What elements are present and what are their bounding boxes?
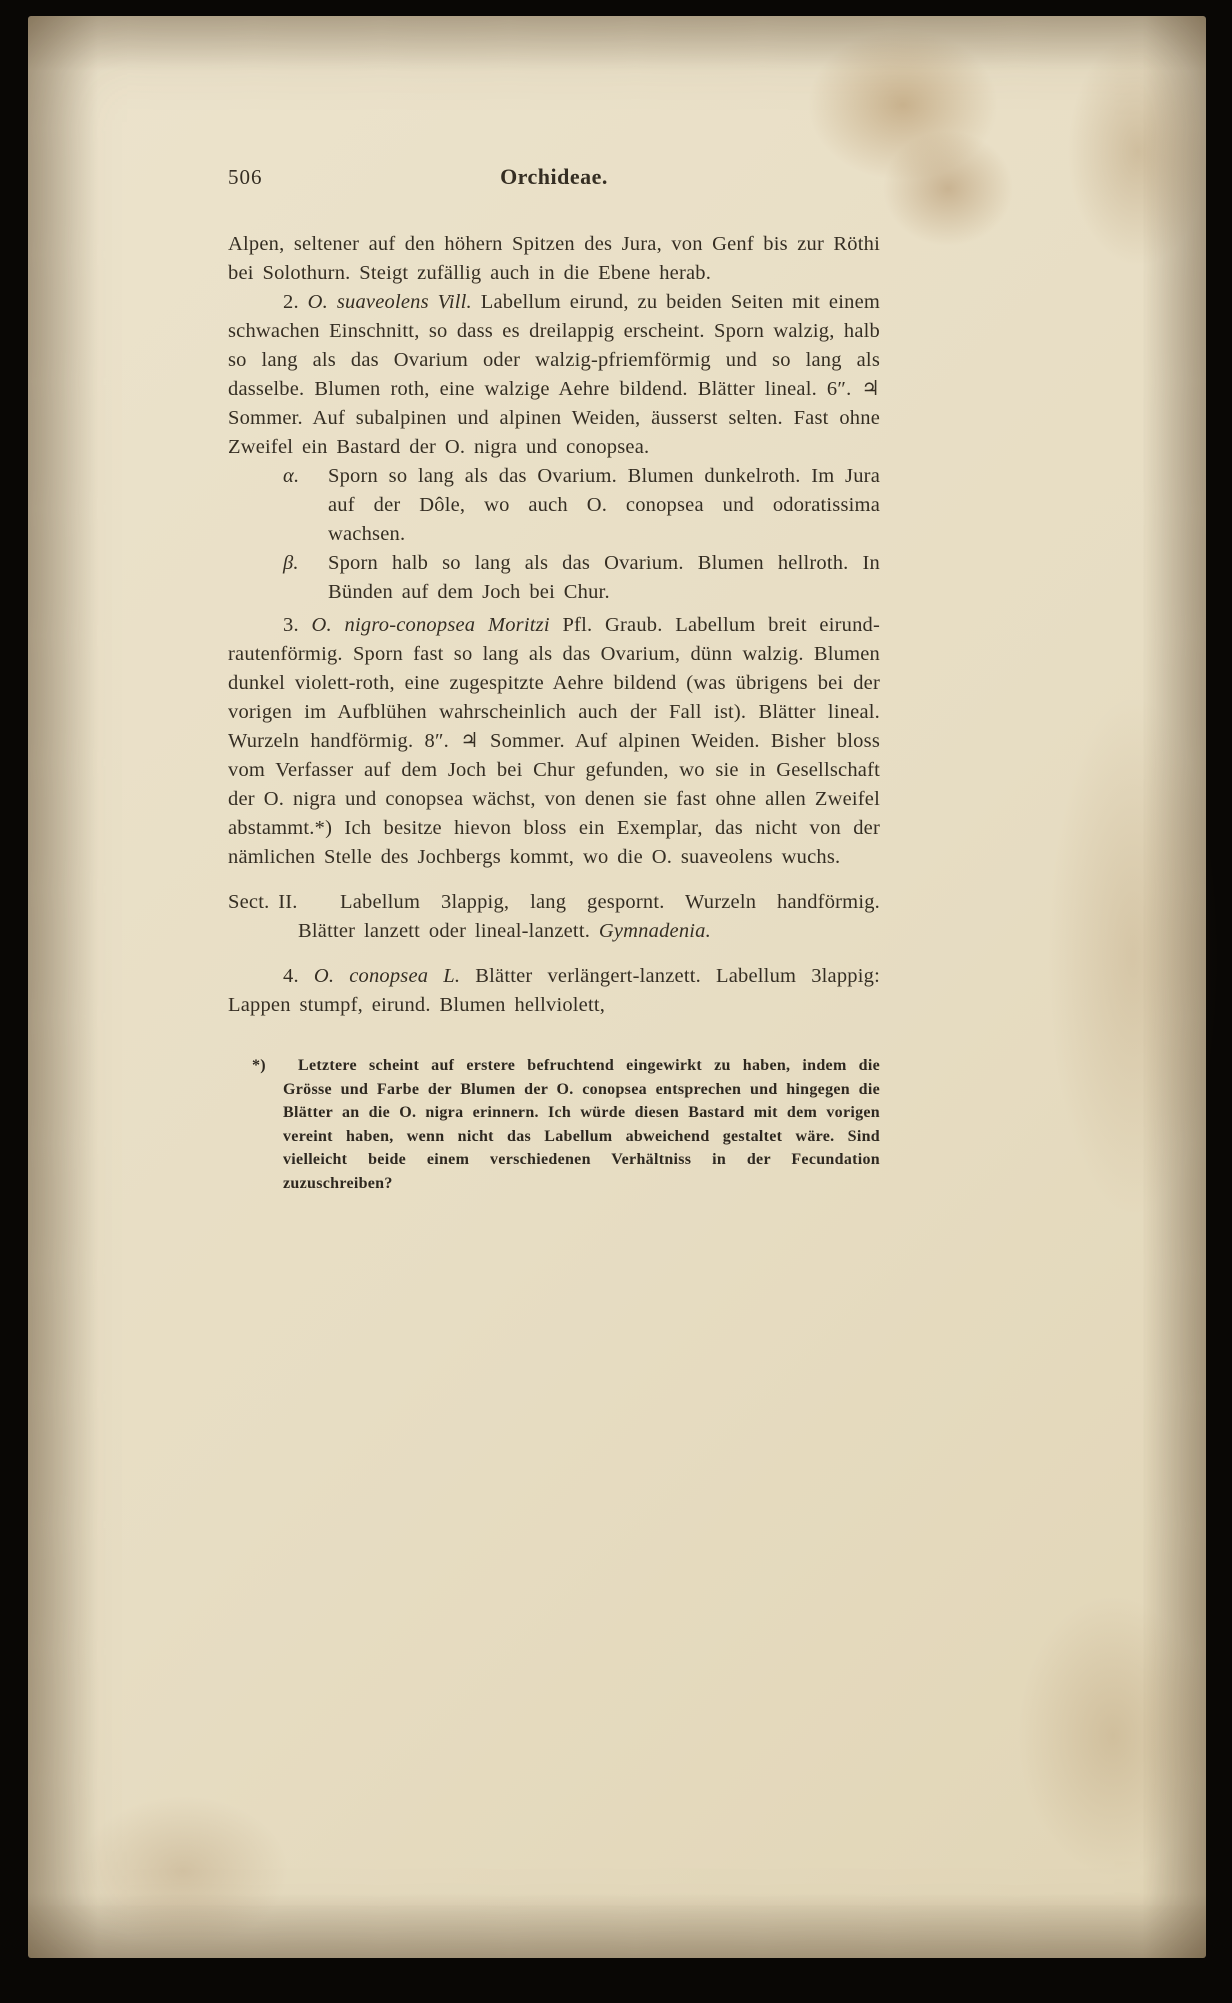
paper-stain <box>78 1796 288 1946</box>
variety-beta-text: Sporn halb so lang als das Ovarium. Blumen hellroth. In Bünden auf dem Joch bei Chur. <box>328 552 880 603</box>
species-number: 2. <box>283 291 299 313</box>
section-label: Sect. II. <box>228 891 298 913</box>
paragraph-continuation <box>228 230 880 288</box>
paragraph-species-3 <box>228 611 880 872</box>
species-number: 4. <box>283 965 299 987</box>
variety-beta <box>228 549 880 607</box>
footnote-marker: *) <box>252 1057 266 1074</box>
species-reference: Pfl. Graub. <box>562 614 663 636</box>
species-description: Labellum breit eirund-rautenförmig. Sporn fast so lang als das Ovarium, dünn walzig. Blumen dunkel violett-roth, eine zugespitzte Aehre bildend (was übrigens bei der vorigen im Aufblühen wahrscheinlich auch der Fall ist). Blätter lineal. Wurzeln handförmig. 8″. ♃ Sommer. Auf alpinen Weiden. Bisher bloss vom Verfasser auf dem Joch bei Chur gefunden, wo sie in Gesellschaft der O. nigra und conopsea wächst, von denen sie fast ohne allen Zweifel abstammt.*) Ich besitze hievon bloss ein Exemplar, das nicht von der nämlichen Stelle des Jochbergs kommt, wo die O. suaveolens wuchs. <box>228 614 881 868</box>
page-header <box>228 164 880 194</box>
page-text-block <box>228 164 880 1195</box>
variety-alpha-marker: α. <box>283 465 300 487</box>
paragraph-text: Alpen, seltener auf den höhern Spitzen des Jura, von Genf bis zur Röthi bei Solothurn. Steigt zufällig auch in die Ebene herab. <box>228 233 880 284</box>
species-name: O. suaveolens Vill. <box>307 291 472 313</box>
page-number: 506 <box>228 165 263 189</box>
paragraph-species-4 <box>228 962 880 1020</box>
variety-beta-marker: β. <box>283 552 299 574</box>
section-text: Labellum 3lappig, lang gespornt. Wurzeln handförmig. Blätter lanzett oder lineal-lanzett. <box>298 891 880 942</box>
species-name: O. conopsea L. <box>313 965 461 987</box>
paper-stain <box>1018 1596 1208 1876</box>
paragraph-species-2 <box>228 288 880 462</box>
book-page <box>28 16 1206 1958</box>
footnote-text: Letztere scheint auf erstere befruchtend eingewirkt zu haben, indem die Grösse und Farbe der Blumen der O. conopsea entsprechen und hingegen die Blätter an die O. nigra erinnern. Ich würde diesen Bastard mit dem vorigen vereint haben, wenn nicht das Labellum abweichend gestaltet wäre. Sind vielleicht beide einem verschiedenen Verhältniss in der Fecundation zuzuschreiben? <box>283 1057 880 1192</box>
paper-stain <box>808 30 998 180</box>
species-description: Labellum eirund, zu beiden Seiten mit einem schwachen Einschnitt, so dass es dreilappig erscheint. Sporn walzig, halb so lang als das Ovarium oder walzig-pfriemförmig und so lang als dasselbe. Blumen roth, eine walzige Aehre bildend. Blätter lineal. 6″. ♃ Sommer. Auf subalpinen und alpinen Weiden, äusserst selten. Fast ohne Zweifel ein Bastard der O. nigra und conopsea. <box>228 291 881 458</box>
paper-stain <box>1068 36 1208 266</box>
genus-name: Gymnadenia. <box>598 920 711 942</box>
paper-stain <box>1048 696 1218 1216</box>
footnote <box>228 1054 880 1195</box>
paper-stain <box>883 131 1013 246</box>
variety-alpha-text: Sporn so lang als das Ovarium. Blumen dunkelroth. Im Jura auf der Dôle, wo auch O. conopsea und odoratissima wachsen. <box>328 465 880 545</box>
section-heading <box>228 888 880 946</box>
running-title: Orchideae. <box>500 164 608 189</box>
species-name: O. nigro-conopsea Moritzi <box>311 614 550 636</box>
species-description: Blätter verlängert-lanzett. Labellum 3lappig: Lappen stumpf, eirund. Blumen hellviolett, <box>228 965 880 1016</box>
species-number: 3. <box>283 614 299 636</box>
variety-alpha <box>228 462 880 549</box>
